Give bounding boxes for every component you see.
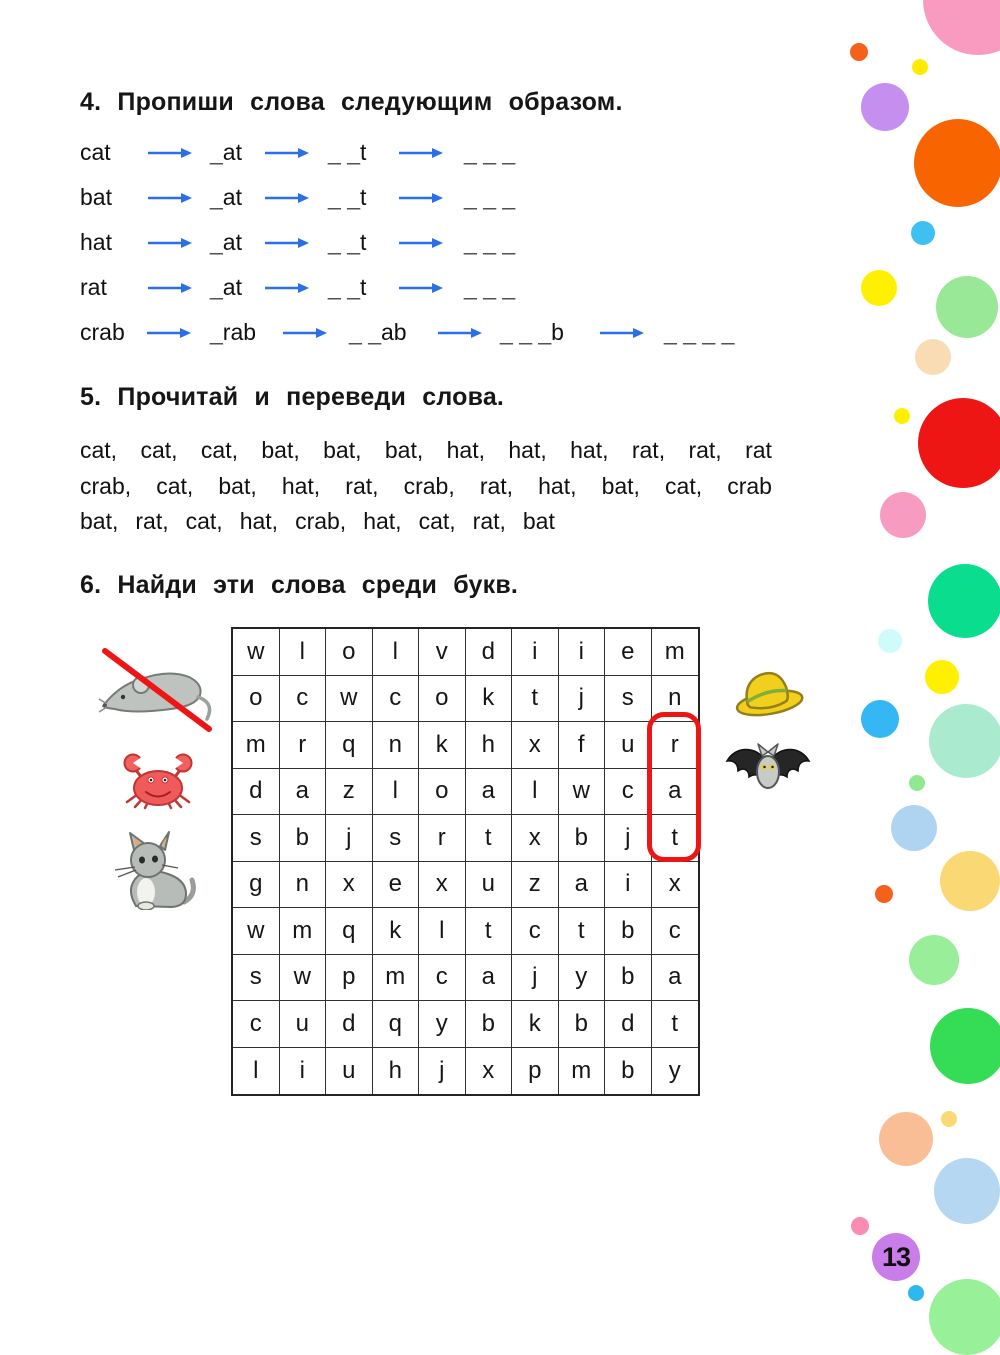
decor-circle: [879, 1112, 933, 1166]
decor-circle: [912, 59, 928, 75]
word: hat,: [538, 472, 577, 499]
word: crab,: [403, 472, 455, 499]
word: bat,: [601, 472, 640, 499]
grid-cell: c: [652, 908, 699, 955]
word: bat: [522, 508, 555, 534]
word-step: _ _ _: [464, 184, 516, 210]
word-list-line: [80, 437, 772, 464]
word-step: _rab: [210, 319, 257, 345]
word: bat,: [80, 508, 119, 534]
grid-cell: u: [326, 1048, 373, 1095]
word-step: _ _t: [328, 184, 367, 210]
decor-circle: [861, 83, 909, 131]
hat-image: [729, 659, 808, 727]
arrow-right-icon: [147, 147, 210, 159]
word-step: _ _ _: [464, 274, 516, 300]
grid-cell: i: [605, 862, 652, 909]
grid-cell: o: [419, 676, 466, 723]
word: cat,: [140, 437, 178, 463]
arrow-right-icon: [264, 237, 328, 249]
grid-cell: w: [326, 676, 373, 723]
grid-cell: b: [605, 1048, 652, 1095]
grid-cell: q: [373, 1001, 420, 1048]
grid-cell: c: [280, 676, 327, 723]
crab-image: [120, 752, 196, 815]
grid-cell: a: [280, 769, 327, 816]
grid-cell: a: [559, 862, 606, 909]
word-step: cat: [80, 139, 111, 165]
word-step: _at: [210, 274, 242, 300]
grid-cell: l: [280, 629, 327, 676]
decor-circle: [925, 660, 959, 694]
arrow-right-icon: [146, 327, 210, 339]
grid-cell: w: [280, 955, 327, 1002]
arrow-right-icon: [147, 192, 210, 204]
word: rat: [745, 437, 772, 463]
grid-cell: d: [466, 629, 513, 676]
word-transform-row: [80, 220, 759, 265]
grid-cell: m: [233, 722, 280, 769]
grid-cell: c: [233, 1001, 280, 1048]
decor-circle: [934, 1158, 1000, 1224]
grid-cell: m: [559, 1048, 606, 1095]
grid-cell: i: [512, 629, 559, 676]
grid-cell: k: [512, 1001, 559, 1048]
word-list-line: [80, 508, 555, 535]
word-step: _at: [210, 184, 242, 210]
grid-cell: d: [233, 769, 280, 816]
exercise6-title: 6. Найди эти слова среди букв.: [80, 571, 519, 599]
grid-cell: t: [652, 815, 699, 862]
exercise5-title: 5. Прочитай и переведи слова.: [80, 383, 505, 411]
word: cat,: [185, 508, 223, 534]
grid-cell: b: [605, 908, 652, 955]
cat-image: [112, 828, 197, 915]
grid-cell: u: [280, 1001, 327, 1048]
grid-cell: d: [605, 1001, 652, 1048]
grid-cell: a: [466, 955, 513, 1002]
arrow-right-icon: [264, 282, 328, 294]
grid-cell: m: [652, 629, 699, 676]
word: cat,: [418, 508, 456, 534]
grid-cell: u: [466, 862, 513, 909]
word-transform-row: [80, 130, 759, 175]
bat-image: [725, 741, 811, 802]
decor-circle: [923, 0, 1000, 55]
grid-cell: z: [326, 769, 373, 816]
grid-cell: e: [605, 629, 652, 676]
grid-cell: y: [419, 1001, 466, 1048]
grid-cell: c: [373, 676, 420, 723]
word: rat,: [345, 472, 379, 499]
grid-cell: b: [280, 815, 327, 862]
grid-cell: j: [326, 815, 373, 862]
exercise4-title: 4. Пропиши слова следующим образом.: [80, 88, 623, 116]
grid-cell: p: [326, 955, 373, 1002]
grid-cell: k: [373, 908, 420, 955]
grid-cell: w: [233, 629, 280, 676]
grid-cell: i: [559, 629, 606, 676]
grid-cell: j: [559, 676, 606, 723]
word-transform-row: [80, 310, 759, 355]
word-transform-row: [80, 265, 759, 310]
word-step: _ _ _: [464, 229, 516, 255]
grid-cell: x: [466, 1048, 513, 1095]
word-step: bat: [80, 184, 112, 210]
grid-cell: x: [419, 862, 466, 909]
decor-circle: [929, 704, 1000, 778]
grid-cell: r: [280, 722, 327, 769]
grid-cell: s: [373, 815, 420, 862]
word: hat,: [239, 508, 279, 534]
word: crab: [727, 472, 772, 499]
decor-circle: [915, 339, 951, 375]
decor-circle: [891, 805, 937, 851]
decor-circle: [911, 221, 935, 245]
arrow-right-icon: [437, 327, 500, 339]
word: hat,: [570, 437, 609, 463]
grid-cell: s: [605, 676, 652, 723]
word: cat,: [665, 472, 703, 499]
word-step: _ _ _: [464, 139, 516, 165]
word: bat,: [261, 437, 300, 463]
grid-cell: t: [512, 676, 559, 723]
grid-cell: x: [512, 815, 559, 862]
decor-circle: [914, 119, 1000, 207]
word-search-grid: [231, 627, 700, 1096]
arrow-right-icon: [264, 147, 328, 159]
grid-cell: o: [233, 676, 280, 723]
decor-circle: [936, 276, 998, 338]
word: crab,: [80, 472, 132, 499]
decor-circle: [941, 1111, 957, 1127]
grid-cell: j: [512, 955, 559, 1002]
word: hat,: [446, 437, 485, 463]
grid-cell: n: [280, 862, 327, 909]
grid-cell: n: [652, 676, 699, 723]
decor-circle: [880, 492, 926, 538]
word-step: crab: [80, 319, 125, 345]
grid-cell: c: [605, 769, 652, 816]
grid-cell: d: [326, 1001, 373, 1048]
grid-cell: t: [559, 908, 606, 955]
grid-cell: z: [512, 862, 559, 909]
grid-cell: x: [326, 862, 373, 909]
word: rat,: [135, 508, 169, 534]
word-step: hat: [80, 229, 112, 255]
word: bat,: [218, 472, 257, 499]
grid-cell: h: [373, 1048, 420, 1095]
decor-circle: [861, 270, 897, 306]
word: crab,: [295, 508, 347, 534]
page-number-badge: 13: [872, 1233, 920, 1281]
grid-cell: b: [559, 1001, 606, 1048]
grid-cell: v: [419, 629, 466, 676]
grid-cell: y: [668, 1056, 681, 1084]
word: bat,: [323, 437, 362, 463]
grid-cell: o: [419, 769, 466, 816]
grid-cell: q: [326, 722, 373, 769]
decor-circle: [909, 935, 959, 985]
arrow-right-icon: [147, 282, 210, 294]
word-step: _ _t: [328, 139, 367, 165]
decor-circle: [908, 1285, 924, 1301]
grid-cell: l: [373, 769, 420, 816]
grid-cell: t: [466, 815, 513, 862]
word: rat,: [479, 472, 514, 499]
word: cat,: [156, 472, 194, 499]
word-step: _ _ _ _: [664, 319, 735, 345]
word-step: rat: [80, 274, 107, 300]
grid-cell: f: [559, 722, 606, 769]
arrow-right-icon: [147, 237, 210, 249]
word-step: _ _ab: [349, 319, 407, 345]
word-transform-row: [80, 175, 759, 220]
word: cat,: [80, 437, 118, 463]
grid-cell: l: [373, 629, 420, 676]
decor-circle: [894, 408, 910, 424]
grid-cell: j: [605, 815, 652, 862]
word: bat,: [384, 437, 424, 463]
grid-cell: l: [419, 908, 466, 955]
grid-cell: b: [559, 815, 606, 862]
grid-cell: m: [280, 908, 327, 955]
decor-circle: [875, 885, 893, 903]
word: rat,: [472, 508, 506, 534]
grid-cell: h: [466, 722, 513, 769]
word-step: _at: [210, 139, 242, 165]
grid-cell: l: [512, 769, 559, 816]
grid-cell: r: [652, 722, 699, 769]
word-step: _ _ _b: [500, 319, 564, 345]
arrow-right-icon: [398, 237, 464, 249]
grid-cell: q: [326, 908, 373, 955]
grid-cell: x: [652, 862, 699, 909]
decor-circle: [909, 775, 925, 791]
decor-circle: [928, 564, 1000, 638]
arrow-right-icon: [282, 327, 349, 339]
arrow-right-icon: [264, 192, 328, 204]
word: cat,: [200, 437, 238, 463]
grid-cell: a: [466, 769, 513, 816]
decor-circle: [940, 851, 1000, 911]
grid-cell: c: [419, 955, 466, 1002]
grid-cell: a: [652, 769, 699, 816]
grid-cell: r: [419, 815, 466, 862]
grid-cell: o: [326, 629, 373, 676]
exercise4-rows: [80, 130, 759, 355]
grid-cell: j: [419, 1048, 466, 1095]
grid-cell: t: [652, 1001, 699, 1048]
word: hat,: [508, 437, 547, 463]
arrow-right-icon: [599, 327, 664, 339]
grid-cell: a: [652, 955, 699, 1002]
grid-cell: b: [605, 955, 652, 1002]
grid-cell: y: [559, 955, 606, 1002]
grid-cell: e: [373, 862, 420, 909]
grid-cell: s: [233, 815, 280, 862]
grid-cell: s: [233, 955, 280, 1002]
grid-cell: w: [559, 769, 606, 816]
word: rat,: [631, 437, 666, 463]
grid-cell: l: [233, 1048, 280, 1095]
arrow-right-icon: [398, 192, 464, 204]
grid-cell: u: [605, 722, 652, 769]
grid-cell: t: [466, 908, 513, 955]
grid-cell: m: [373, 955, 420, 1002]
decor-circle: [861, 700, 899, 738]
grid-cell: k: [466, 676, 513, 723]
grid-cell: g: [233, 862, 280, 909]
rat-image: [97, 645, 215, 738]
grid-cell: n: [373, 722, 420, 769]
grid-cell: x: [512, 722, 559, 769]
word-step: _ _t: [328, 229, 367, 255]
grid-cell: k: [419, 722, 466, 769]
arrow-right-icon: [398, 282, 464, 294]
word-list-line: [80, 473, 772, 500]
found-word-outline-rat: [647, 712, 701, 862]
grid-cell: w: [233, 908, 280, 955]
grid-cell: i: [280, 1048, 327, 1095]
grid-cell: c: [512, 908, 559, 955]
grid-cell: p: [512, 1048, 559, 1095]
word: hat,: [281, 472, 321, 499]
decor-circle: [918, 398, 1000, 488]
grid-cell: b: [466, 1001, 513, 1048]
decor-circle: [929, 1279, 1000, 1355]
word: rat,: [688, 437, 722, 463]
decor-circle: [930, 1008, 1000, 1084]
decor-circle: [878, 629, 902, 653]
arrow-right-icon: [398, 147, 464, 159]
word: hat,: [363, 508, 402, 534]
word-step: _ _t: [328, 274, 367, 300]
decor-circle: [850, 43, 868, 61]
word-step: _at: [210, 229, 242, 255]
decor-circle: [851, 1217, 869, 1235]
